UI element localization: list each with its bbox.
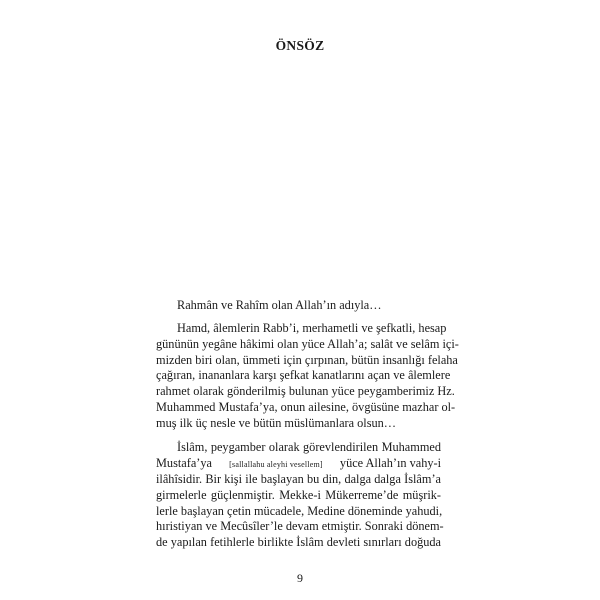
salawat-note: [sallallahu aleyhi vesellem] bbox=[229, 460, 323, 469]
text-line: İslâm, peygamber olarak görevlendirilen Muhammed bbox=[177, 440, 441, 454]
text-line: rahmet olarak gönderilmiş bulunan yüce peygamberimiz Hz. bbox=[156, 384, 455, 398]
text-line: hıristiyan ve Mecûsîler’le devam etmiştir. Sonraki dönem- bbox=[156, 519, 444, 533]
text-line bbox=[156, 455, 441, 471]
text-fragment: yüce Allah’ın vahy-i bbox=[339, 456, 441, 470]
text-line: mizden biri olan, ümmeti için çırpınan, bütün insanlığı felaha bbox=[156, 353, 458, 367]
text-line: ilâhîsidir. Bir kişi ile başlayan bu din, dalga dalga İslâm’a bbox=[156, 472, 441, 486]
text-line: çağıran, inananlara karşı şefkat kanatlarını açan ve âlemlere bbox=[156, 368, 451, 382]
chapter-title: ÖNSÖZ bbox=[275, 38, 325, 53]
text-line: girmelerle güçlenmiştir. Mekke-i Mükerreme’de müşrik- bbox=[156, 488, 441, 502]
text-line: Hamd, âlemlerin Rabb’i, merhametli ve şefkatli, hesap bbox=[177, 321, 447, 335]
text-line: lerle başlayan çetin mücadele, Medine döneminde yahudi, bbox=[156, 504, 443, 518]
page-number: 9 bbox=[297, 571, 303, 585]
text-line: muş ilk üç nesle ve bütün müslümanlara olsun… bbox=[156, 416, 397, 430]
text-line: Muhammed Mustafa’ya, onun ailesine, övgüsüne mazhar ol- bbox=[156, 400, 456, 414]
text-fragment: Mustafa’ya bbox=[156, 456, 212, 470]
text-line: gününün yegâne hâkimi olan yüce Allah’a; salât ve selâm içi- bbox=[156, 337, 459, 351]
text-line: Rahmân ve Rahîm olan Allah’ın adıyla… bbox=[177, 298, 382, 312]
text-line: de yapılan fetihlerle birlikte İslâm devleti sınırları doğuda bbox=[156, 535, 441, 549]
